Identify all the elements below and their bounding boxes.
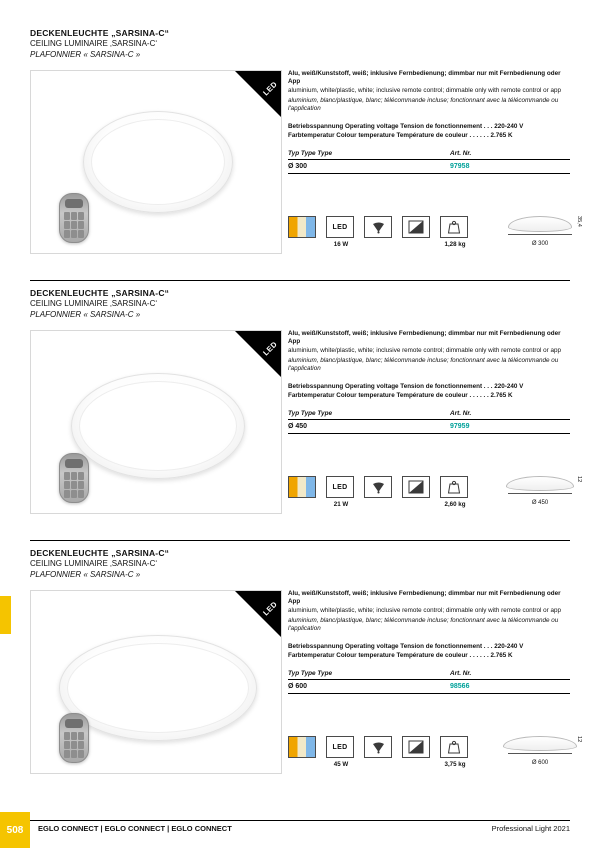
icon-cell-remote: [364, 216, 394, 241]
product-title-en: CEILING LUMINAIRE ‚SARSINA-C‘: [30, 299, 158, 308]
table-header: [288, 410, 570, 420]
spec-voltage: Betriebsspannung Operating voltage Tension de fonctionnement . . . 220-240 V: [288, 643, 524, 651]
dimension-width-line: [508, 753, 572, 754]
product-title-en: CEILING LUMINAIRE ‚SARSINA-C‘: [30, 39, 158, 48]
product-image: [30, 590, 282, 774]
product-image: [30, 70, 282, 254]
dimension-drawing: [500, 476, 580, 506]
spec-voltage: Betriebsspannung Operating voltage Tension de fonctionnement . . . 220-240 V: [288, 383, 524, 391]
dimension-width-label: Ø 450: [531, 500, 549, 506]
footer-left-text: EGLO CONNECT | EGLO CONNECT | EGLO CONNECT: [38, 824, 232, 833]
description-fr: aluminium, blanc/plastique, blanc; télécommande incluse; fonctionnant avec la télécommande ou l'application: [288, 356, 559, 372]
dimension-profile: [503, 736, 577, 751]
led-corner-badge: [235, 71, 281, 117]
remote-control-render: [59, 193, 89, 243]
product-title-de: DECKENLEUCHTE „SARSINA-C“: [30, 28, 170, 38]
description-en: aluminium, white/plastic, white; inclusive remote control; dimmable only with remote control or app: [288, 347, 561, 355]
footer-right-text: Professional Light 2021: [491, 824, 570, 833]
table-header-typ: Typ Type Type: [288, 670, 333, 678]
dimension-width-line: [508, 493, 572, 494]
icon-caption-weight: 3,75 kg: [444, 760, 466, 768]
weight-icon: [440, 736, 468, 758]
icon-cell-led: [326, 476, 356, 508]
icon-cell-led: [326, 216, 356, 248]
product-titles: [30, 28, 570, 60]
icon-cell-color-temperature: [288, 736, 318, 761]
table-header-art: Art. Nr.: [450, 150, 472, 158]
product-block-3: [30, 548, 582, 768]
product-block-1: [30, 28, 582, 248]
spec-block: [288, 642, 570, 660]
table-row: [288, 160, 570, 174]
dimmable-icon: [402, 216, 430, 238]
footer-divider: [30, 820, 570, 821]
weight-icon: [440, 476, 468, 498]
page-footer: [0, 812, 600, 848]
remote-control-icon: [364, 476, 392, 498]
description-de: Alu, weiß/Kunststoff, weiß; inklusive Fernbedienung; dimmbar nur mit Fernbedienung oder App: [288, 330, 561, 346]
product-description: [288, 70, 570, 174]
table-cell-art-nr: 97958: [450, 162, 470, 170]
led-corner-badge: [235, 331, 281, 377]
description-en: aluminium, white/plastic, white; inclusive remote control; dimmable only with remote control or app: [288, 87, 561, 95]
product-title-fr: PLAFONNIER « SARSINA-C »: [30, 49, 141, 59]
led-badge-label: LED: [260, 339, 279, 358]
icon-cell-dimmable: [402, 736, 432, 761]
led-badge-label: LED: [260, 79, 279, 98]
icon-cell-color-temperature: [288, 216, 318, 241]
spec-color-temperature: Farbtemperatur Colour temperature Température de couleur . . . . . . 2.765 K: [288, 652, 513, 660]
remote-control-render: [59, 453, 89, 503]
luminaire-render: [83, 111, 233, 213]
icon-cell-led: [326, 736, 356, 768]
table-row: [288, 420, 570, 434]
product-block-2: [30, 288, 582, 508]
divider: [30, 280, 570, 281]
led-icon: [326, 736, 354, 758]
product-title-de: DECKENLEUCHTE „SARSINA-C“: [30, 548, 170, 558]
page-number: 508: [0, 812, 30, 848]
description-de: Alu, weiß/Kunststoff, weiß; inklusive Fernbedienung; dimmbar nur mit Fernbedienung oder App: [288, 70, 561, 86]
icon-cell-weight: [440, 476, 470, 508]
table-header: [288, 150, 570, 160]
dimmable-icon: [402, 736, 430, 758]
dimmable-icon: [402, 476, 430, 498]
table-header-typ: Typ Type Type: [288, 410, 333, 418]
remote-control-render: [59, 713, 89, 763]
table-cell-typ: Ø 450: [288, 422, 308, 430]
divider: [30, 540, 570, 541]
table-row: [288, 680, 570, 694]
description-fr: aluminium, blanc/plastique, blanc; télécommande incluse; fonctionnant avec la télécommande ou l'application: [288, 616, 559, 632]
product-image: [30, 330, 282, 514]
icon-caption-wattage: 45 W: [333, 760, 349, 768]
remote-control-icon: [364, 216, 392, 238]
icon-caption-wattage: 16 W: [333, 240, 349, 248]
dimension-width-line: [508, 234, 572, 235]
icon-strip: [288, 736, 518, 768]
spec-block: [288, 122, 570, 140]
page-side-tab: [0, 596, 11, 634]
icon-cell-weight: [440, 736, 470, 768]
product-titles: [30, 548, 570, 580]
color-temperature-swatch: [288, 216, 316, 238]
dimension-width-label: Ø 300: [531, 241, 549, 247]
product-title-de: DECKENLEUCHTE „SARSINA-C“: [30, 288, 170, 298]
icon-caption-weight: 1,28 kg: [444, 240, 466, 248]
led-icon-label: LED: [332, 743, 348, 751]
icon-caption-wattage: 21 W: [333, 500, 349, 508]
product-description: [288, 590, 570, 694]
led-corner-badge: [235, 591, 281, 637]
dimension-height-label: 35,4: [576, 216, 582, 227]
icon-cell-remote: [364, 736, 394, 761]
spec-color-temperature: Farbtemperatur Colour temperature Température de couleur . . . . . . 2.765 K: [288, 392, 513, 400]
table-cell-typ: Ø 300: [288, 162, 308, 170]
icon-caption-weight: 2,60 kg: [444, 500, 466, 508]
led-icon: [326, 216, 354, 238]
dimension-height-label: 12: [576, 736, 582, 743]
table-header-art: Art. Nr.: [450, 410, 472, 418]
table-header-art: Art. Nr.: [450, 670, 472, 678]
weight-icon: [440, 216, 468, 238]
table-header-typ: Typ Type Type: [288, 150, 333, 158]
led-icon: [326, 476, 354, 498]
dimension-drawing: [500, 736, 580, 766]
led-icon-label: LED: [332, 223, 348, 231]
color-temperature-swatch: [288, 476, 316, 498]
description-fr: aluminium, blanc/plastique, blanc; télécommande incluse; fonctionnant avec la télécommande ou l'application: [288, 96, 559, 112]
icon-cell-color-temperature: [288, 476, 318, 501]
dimension-width-label: Ø 600: [531, 760, 549, 766]
description-en: aluminium, white/plastic, white; inclusive remote control; dimmable only with remote control or app: [288, 607, 561, 615]
product-title-fr: PLAFONNIER « SARSINA-C »: [30, 569, 141, 579]
icon-cell-remote: [364, 476, 394, 501]
spec-voltage: Betriebsspannung Operating voltage Tension de fonctionnement . . . 220-240 V: [288, 123, 524, 131]
icon-cell-dimmable: [402, 216, 432, 241]
table-cell-art-nr: 98566: [450, 682, 470, 690]
table-cell-art-nr: 97959: [450, 422, 470, 430]
spec-color-temperature: Farbtemperatur Colour temperature Température de couleur . . . . . . 2.765 K: [288, 132, 513, 140]
product-title-fr: PLAFONNIER « SARSINA-C »: [30, 309, 141, 319]
product-title-en: CEILING LUMINAIRE ‚SARSINA-C‘: [30, 559, 158, 568]
product-titles: [30, 288, 570, 320]
product-description: [288, 330, 570, 434]
spec-block: [288, 382, 570, 400]
icon-cell-dimmable: [402, 476, 432, 501]
led-badge-label: LED: [260, 599, 279, 618]
dimension-profile: [506, 476, 574, 491]
table-header: [288, 670, 570, 680]
table-cell-typ: Ø 600: [288, 682, 308, 690]
dimension-height-label: 12: [576, 476, 582, 483]
description-de: Alu, weiß/Kunststoff, weiß; inklusive Fernbedienung; dimmbar nur mit Fernbedienung oder App: [288, 590, 561, 606]
remote-control-icon: [364, 736, 392, 758]
dimension-drawing: [500, 216, 580, 247]
led-icon-label: LED: [332, 483, 348, 491]
luminaire-render: [71, 373, 245, 479]
icon-strip: [288, 476, 518, 508]
icon-strip: [288, 216, 518, 248]
dimension-profile: [508, 216, 572, 232]
color-temperature-swatch: [288, 736, 316, 758]
icon-cell-weight: [440, 216, 470, 248]
